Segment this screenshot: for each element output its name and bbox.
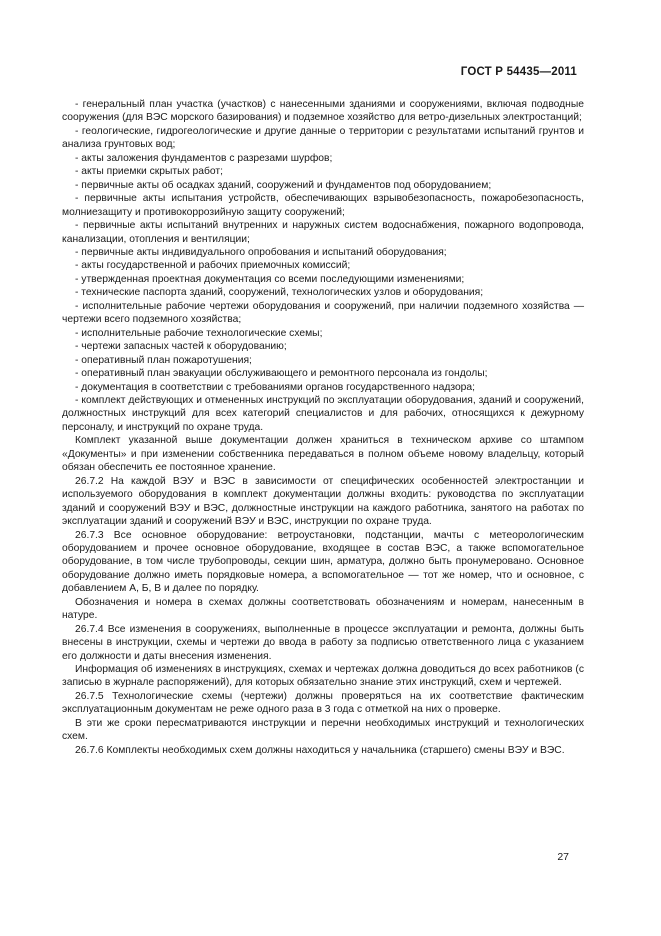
paragraph: - первичные акты об осадках зданий, сооружений и фундаментов под оборудованием; <box>75 179 492 191</box>
paragraph: - комплект действующих и отмененных инструкций по эксплуатации оборудования, зданий и сооружений, должностных инструкций для всех категорий специалистов и для рабочих, относящихся к дежурному персоналу, и инструкций по охране труда. <box>62 394 584 433</box>
paragraph: - технические паспорта зданий, сооружений, технологических узлов и оборудования; <box>75 287 484 299</box>
paragraph: - генеральный план участка (участков) с нанесенными зданиями и сооружениями, включая подводные сооружения (для ВЭС морского базирования) и подземное хозяйство для ветро-дизельных электростанций; <box>62 99 584 124</box>
paragraph: - исполнительные рабочие чертежи оборудования и сооружений, при наличии подземного хозяйства — чертежи всего подземного хозяйства; <box>62 300 584 326</box>
paragraph: - чертежи запасных частей к оборудованию; <box>75 341 287 353</box>
paragraph: - первичные акты испытания устройств, обеспечивающих взрывобезопасность, пожаробезопасность, молниезащиту и противокоррозийную защиту сооружений; <box>62 193 584 218</box>
document-body <box>62 98 584 757</box>
document-header: ГОСТ Р 54435—2011 <box>460 66 577 78</box>
paragraph: - акты приемки скрытых работ; <box>75 166 223 178</box>
paragraph: В эти же сроки пересматриваются инструкции и перечни необходимых инструкций и технологических схем. <box>62 717 584 743</box>
paragraph: 26.7.2 На каждой ВЭУ и ВЭС в зависимости от специфических особенностей электростанции и используемого оборудования в комплект документации должны входить: руководства по эксплуатации зданий и сооружений ВЭУ и ВЭС, должностные инструкции на каждого работника, занятого на работах по эксплуатации зданий и сооружений ВЭУ и ВЭС, инструкции по охране труда. <box>62 475 584 528</box>
paragraph: - документация в соответствии с требованиями органов государственного надзора; <box>75 381 475 393</box>
paragraph: - геологические, гидрогеологические и другие данные о территории с результатами испытаний грунтов и анализа грунтовых вод; <box>62 125 584 151</box>
paragraph: 26.7.5 Технологические схемы (чертежи) должны проверяться на их соответствие фактическим эксплуатационным документам не реже одного раза в 3 года с отметкой на них о проверке. <box>62 690 584 716</box>
paragraph: Обозначения и номера в схемах должны соответствовать обозначениям и номерам, нанесенным в натуре. <box>62 596 584 622</box>
paragraph: - исполнительные рабочие технологические схемы; <box>75 327 323 339</box>
paragraph: - оперативный план эвакуации обслуживающего и ремонтного персонала из гондолы; <box>75 368 488 380</box>
paragraph: 26.7.6 Комплекты необходимых схем должны находиться у начальника (старшего) смены ВЭУ и ВЭС. <box>75 744 565 756</box>
paragraph: - акты государственной и рабочих приемочных комиссий; <box>75 260 351 272</box>
paragraph: - акты заложения фундаментов с разрезами шурфов; <box>75 152 333 164</box>
paragraph: - первичные акты индивидуального опробования и испытаний оборудования; <box>75 246 447 258</box>
paragraph: - первичные акты испытаний внутренних и наружных систем водоснабжения, пожарного водопровода, канализации, отопления и вентиляции; <box>62 220 584 245</box>
page-number: 27 <box>557 851 569 863</box>
paragraph: - утвержденная проектная документация со всеми последующими изменениями; <box>75 273 465 285</box>
paragraph: Комплект указанной выше документации должен храниться в техническом архиве со штампом «Документы» и при изменении собственника передаваться в полном объеме новому владельцу, который обязан обеспечить ее постоянное хранение. <box>62 435 584 474</box>
paragraph: - оперативный план пожаротушения; <box>75 354 252 366</box>
paragraph: Информация об изменениях в инструкциях, схемах и чертежах должна доводиться до всех работников (с записью в журнале распоряжений), для которых обязательно знание этих инструкций, схем и чертежей. <box>62 664 584 689</box>
paragraph: 26.7.4 Все изменения в сооружениях, выполненные в процессе эксплуатации и ремонта, должны быть внесены в инструкции, схемы и чертежи до ввода в работу за подписью ответственного лица с указанием его должности и даты внесения изменения. <box>62 623 584 662</box>
paragraph: 26.7.3 Все основное оборудование: ветроустановки, подстанции, мачты с метеорологическим оборудованием и прочее основное оборудование, входящее в состав ВЭС, а также вспомогательное оборудование, в том числе трубопроводы, секции шин, арматура, должно быть пронумеровано. Основное оборудование должно иметь порядковые номера, а вспомогательное — тот же номер, что и основное, с добавлением А, Б, В и далее по порядку. <box>62 529 584 595</box>
